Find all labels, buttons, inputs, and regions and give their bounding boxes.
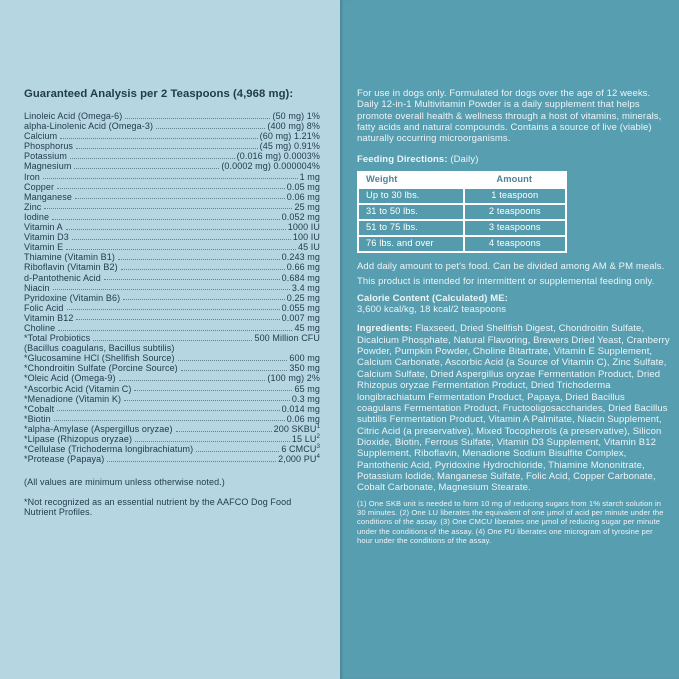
analysis-row — [24, 293, 320, 303]
unit-superscript: 3 — [316, 443, 320, 451]
nutrient-name: Zinc — [24, 201, 42, 212]
analysis-row — [24, 151, 320, 161]
nutrient-value: (400 mg) 8% — [267, 121, 320, 132]
nutrient-value: 45 IU — [297, 242, 320, 253]
dot-leader — [60, 138, 257, 139]
nutrient-value: 25 mg — [294, 201, 320, 212]
feeding-table-cell: 1 teaspoon — [465, 189, 566, 203]
nutrient-name: Iodine — [24, 211, 50, 222]
dot-leader — [43, 178, 298, 179]
nutrient-value: (60 mg) 1.21% — [259, 131, 320, 142]
analysis-row — [24, 131, 320, 141]
analysis-row — [24, 384, 320, 394]
feeding-table — [357, 171, 567, 253]
dot-leader — [57, 410, 279, 411]
dot-leader — [66, 249, 296, 250]
dot-leader — [67, 309, 280, 310]
nutrient-value: 200 SKBU$^1$ — [273, 422, 320, 434]
nutrient-name: Potassium — [24, 151, 67, 162]
nutrient-name: Vitamin B12 — [24, 312, 74, 323]
nutrient-name: Riboflavin (Vitamin B2) — [24, 262, 118, 273]
feeding-table-cell: 51 to 75 lbs. — [359, 221, 463, 235]
analysis-row — [24, 303, 320, 313]
nutrient-name: *Menadione (Vitamin K) — [24, 393, 122, 404]
analysis-row — [24, 182, 320, 192]
unit-superscript: 2 — [316, 433, 320, 440]
dot-leader — [72, 239, 291, 240]
analysis-row — [24, 454, 320, 464]
dot-leader — [44, 208, 292, 209]
nutrient-name: *Lipase (Rhizopus oryzae) — [24, 434, 133, 444]
ingredients-paragraph — [357, 323, 670, 493]
analysis-row — [24, 232, 320, 242]
nutrient-name: (Bacillus coagulans, Bacillus subtilis) — [24, 343, 175, 354]
nutrient-value: (50 mg) 1% — [272, 111, 320, 121]
nutrient-value: 100 IU — [292, 232, 320, 243]
feeding-directions-label: Feeding Directions: — [357, 153, 448, 165]
nutrient-value: 0.3 mg — [291, 393, 320, 404]
nutrient-name: *Oleic Acid (Omega-9) — [24, 373, 116, 384]
analysis-row — [24, 404, 320, 414]
dot-leader — [178, 360, 288, 361]
feeding-table-cell: 3 teaspoons — [465, 221, 566, 235]
ingredients-text: Flaxseed, Dried Shellfish Digest, Chondroitin Sulfate, Dicalcium Phosphate, Natural Flavoring, Brewers Dried Yeast, Cranberry Powder, Pumpkin Powder, Choline Bitartrate, Vitamin E Supplement, Calcium Carbonate, Ascorbic Acid (a Source of Vitamin C), Zinc Sulfate, Calcium Sulfate, Dried Aspergillus oryzae Fermentation Product, Dried Rhizopus oryzae Fermentation Product, Dried Trichoderma longibrachiatum Fermentation Product, Papaya, Dried Bacillus coagulans Fermentation Product, Fructooligosaccharides, Dried Bacillus subtilis Fermentation Product, Vitamin A Palmitate, Niacin Supplement, Citric Acid (a preservative), Mixed Tocopherols (a preservative), Silicon Dioxide, Biotin, Ferrous Sulfate, Vitamin D3 Supplement, Vitamin B12 Supplement, Riboflavin, Menadione Sodium Bisulfite Complex, Pantothenic Acid, Pyridoxine Hydrochloride, Thiamine Mononitrate, Potassium Iodide, Manganese Sulfate, Folic Acid, Copper Carbonate, Cobalt Carbonate, Magnesium Stearate. — [357, 323, 670, 494]
aafco-note: *Not recognized as an essential nutrient by the AAFCO Dog Food Nutrient Profiles. — [24, 496, 292, 518]
nutrient-value: 500 Million CFU — [254, 333, 320, 344]
feeding-table-row — [359, 205, 565, 219]
calorie-content-value: 3,600 kcal/kg, 18 kcal/2 teaspoons — [357, 304, 507, 316]
nutrient-value: 0.06 mg — [286, 413, 320, 424]
dot-leader — [57, 188, 285, 189]
analysis-row — [24, 414, 320, 424]
dot-leader — [118, 259, 280, 260]
nutrient-value: 6 CMCU$^3$ — [281, 443, 320, 455]
unit-superscript: 1 — [316, 422, 320, 430]
nutrient-value: 0.243 mg — [281, 252, 320, 263]
feeding-table-row — [359, 237, 565, 251]
analysis-row — [24, 222, 320, 232]
nutrient-name: Niacin — [24, 282, 50, 293]
dot-leader — [119, 380, 266, 381]
unit-superscript: 4 — [316, 453, 320, 461]
nutrient-value: 3.4 mg — [291, 282, 320, 293]
nutrient-name: Vitamin A — [24, 222, 63, 233]
analysis-row — [24, 373, 320, 383]
analysis-row — [24, 343, 320, 353]
nutrient-value: 0.06 mg — [286, 191, 320, 202]
nutrient-value: (0.016 mg) 0.0003% — [236, 151, 320, 162]
analysis-row — [24, 323, 320, 333]
feeding-table-cell: 2 teaspoons — [465, 205, 566, 219]
add-daily-note: Add daily amount to pet's food. Can be divided among AM & PM meals. — [357, 261, 665, 273]
analysis-row — [24, 353, 320, 363]
feeding-table-header-row — [359, 173, 565, 187]
nutrient-name: Phosphorus — [24, 141, 74, 152]
dot-leader — [123, 299, 285, 300]
dot-leader — [66, 229, 286, 230]
nutrient-name: *Cellulase (Trichoderma longibrachiatum) — [24, 444, 194, 455]
feeding-table-cell: 76 lbs. and over — [359, 237, 463, 251]
analysis-row — [24, 202, 320, 212]
directions-content — [357, 88, 670, 546]
nutrient-value: (100 mg) 2% — [267, 373, 320, 384]
nutrient-value: 0.66 mg — [286, 262, 320, 273]
ingredients-label: Ingredients: — [357, 323, 413, 335]
feeding-table-row — [359, 221, 565, 235]
analysis-row — [24, 434, 320, 444]
calorie-content-label: Calorie Content (Calculated) ME: — [357, 292, 508, 304]
guaranteed-analysis-list — [24, 111, 320, 464]
nutrient-value: 350 mg — [289, 363, 320, 374]
nutrient-name: *Total Probiotics — [24, 333, 91, 344]
nutrient-value: 0.007 mg — [281, 312, 320, 323]
nutrient-value: 2,000 $PU^4$ — [278, 453, 320, 465]
analysis-row — [24, 172, 320, 182]
directions-panel — [340, 0, 679, 679]
nutrient-value: 1 mg — [299, 171, 320, 182]
feeding-table-header-cell: Weight — [359, 173, 464, 187]
analysis-row — [24, 363, 320, 373]
nutrient-name: Choline — [24, 322, 56, 333]
dot-leader — [52, 219, 280, 220]
nutrient-value: 0.684 mg — [281, 272, 320, 283]
analysis-row — [24, 192, 320, 202]
analysis-row — [24, 313, 320, 323]
analysis-row — [24, 283, 320, 293]
dot-leader — [75, 198, 285, 199]
nutrient-name: *alpha-Amylase (Aspergillus oryzae) — [24, 423, 173, 434]
nutrient-name: Thiamine (Vitamin B1) — [24, 252, 115, 263]
nutrient-name: Linoleic Acid (Omega-6) — [24, 111, 123, 121]
nutrient-value: 65 mg — [294, 383, 320, 394]
nutrient-name: Magnesium — [24, 161, 72, 172]
nutrient-name: *Glucosamine HCl (Shellfish Source) — [24, 353, 175, 364]
nutrient-name: *Chondroitin Sulfate (Porcine Source) — [24, 363, 178, 374]
analysis-row — [24, 333, 320, 343]
nutrient-name: *Cobalt — [24, 403, 55, 414]
feeding-table-cell: Up to 30 lbs. — [359, 189, 463, 203]
dot-leader — [70, 158, 235, 159]
analysis-row — [24, 252, 320, 262]
analysis-row — [24, 394, 320, 404]
nutrient-name: Pyridoxine (Vitamin B6) — [24, 292, 121, 303]
nutrient-value: 45 mg — [294, 322, 320, 333]
dot-leader — [176, 431, 272, 432]
dot-leader — [107, 461, 276, 462]
nutrient-name: Vitamin E — [24, 242, 64, 253]
dot-leader — [134, 390, 292, 391]
analysis-row — [24, 424, 320, 434]
feeding-directions-frequency: (Daily) — [447, 153, 479, 165]
analysis-row — [24, 212, 320, 222]
dot-leader — [181, 370, 288, 371]
nutrient-value: (45 mg) 0.91% — [259, 141, 320, 152]
dot-leader — [196, 451, 279, 452]
nutrient-name: Copper — [24, 181, 55, 192]
nutrient-name: d-Pantothenic Acid — [24, 272, 101, 283]
nutrient-value: 15 $LU^2$ — [291, 433, 320, 444]
nutrient-name: *Biotin — [24, 413, 51, 424]
dot-leader — [156, 128, 265, 129]
analysis-row — [24, 161, 320, 171]
dot-leader — [93, 340, 252, 341]
nutrient-name: Manganese — [24, 191, 72, 202]
dot-leader — [104, 279, 280, 280]
dot-leader — [76, 319, 279, 320]
dot-leader — [76, 148, 258, 149]
nutrient-value: 600 mg — [289, 353, 320, 364]
nutrient-name: alpha-Linolenic Acid (Omega-3) — [24, 121, 154, 132]
nutrient-value: (0.0002 mg) 0.000004% — [221, 161, 320, 172]
intermittent-feeding-note: This product is intended for intermittent or supplemental feeding only. — [357, 276, 655, 288]
analysis-row — [24, 444, 320, 454]
nutrient-name: Iron — [24, 171, 40, 182]
dot-leader — [74, 168, 219, 169]
analysis-row — [24, 242, 320, 252]
minimum-values-note: (All values are minimum unless otherwise noted.) — [24, 477, 225, 488]
guaranteed-analysis-heading: Guaranteed Analysis per 2 Teaspoons (4,968 mg): — [24, 88, 294, 100]
nutrient-name: Vitamin D3 — [24, 232, 69, 243]
nutrient-name: *Ascorbic Acid (Vitamin C) — [24, 383, 132, 394]
nutrient-value: 0.014 mg — [281, 403, 320, 414]
feeding-table-cell: 4 teaspoons — [465, 237, 566, 251]
enzyme-unit-footnotes: (1) One SKB unit is needed to form 10 mg of reducing sugars from 1% starch solution in 30 minutes. (2) One LU liberates the equivalent of one µmol of acid per minute under the conditions of the assay. (3) One CMCU liberates one µmol of reducing sugar per minute under the conditions of the assay. (4) One PU liberates one microgram of tyrosine per hour under the conditions of the assay. — [357, 498, 664, 546]
analysis-row — [24, 273, 320, 283]
nutrient-name: *Protease (Papaya) — [24, 454, 105, 465]
dot-leader — [125, 118, 270, 119]
nutrient-value: 0.05 mg — [286, 181, 320, 192]
dot-leader — [53, 289, 290, 290]
nutrient-value: 0.052 mg — [281, 211, 320, 222]
analysis-row — [24, 262, 320, 272]
dot-leader — [58, 330, 292, 331]
dot-leader — [121, 269, 285, 270]
dot-leader — [124, 400, 290, 401]
nutrient-value: 1000 IU — [287, 222, 320, 233]
feeding-directions-heading — [357, 154, 670, 165]
nutrient-value: 0.25 mg — [286, 292, 320, 303]
nutrient-name: Folic Acid — [24, 302, 64, 313]
feeding-table-header-cell: Amount — [464, 173, 565, 187]
dot-leader — [54, 420, 285, 421]
feeding-table-cell: 31 to 50 lbs. — [359, 205, 463, 219]
nutrient-name: Calcium — [24, 131, 58, 142]
feeding-table-row — [359, 189, 565, 203]
dot-leader — [135, 441, 290, 442]
guaranteed-analysis-content — [24, 88, 320, 518]
analysis-row — [24, 111, 320, 121]
intro-paragraph: For use in dogs only. Formulated for dogs over the age of 12 weeks. Daily 12-in-1 Multivitamin Powder is a daily supplement that helps promote overall health & wellness through a host of vitamins, minerals, fatty acids and natural compounds. Contains a source of live (viable) naturally occurring microorganisms. — [357, 88, 662, 145]
analysis-row — [24, 141, 320, 151]
nutrient-value: 0.055 mg — [281, 302, 320, 313]
analysis-row — [24, 121, 320, 131]
